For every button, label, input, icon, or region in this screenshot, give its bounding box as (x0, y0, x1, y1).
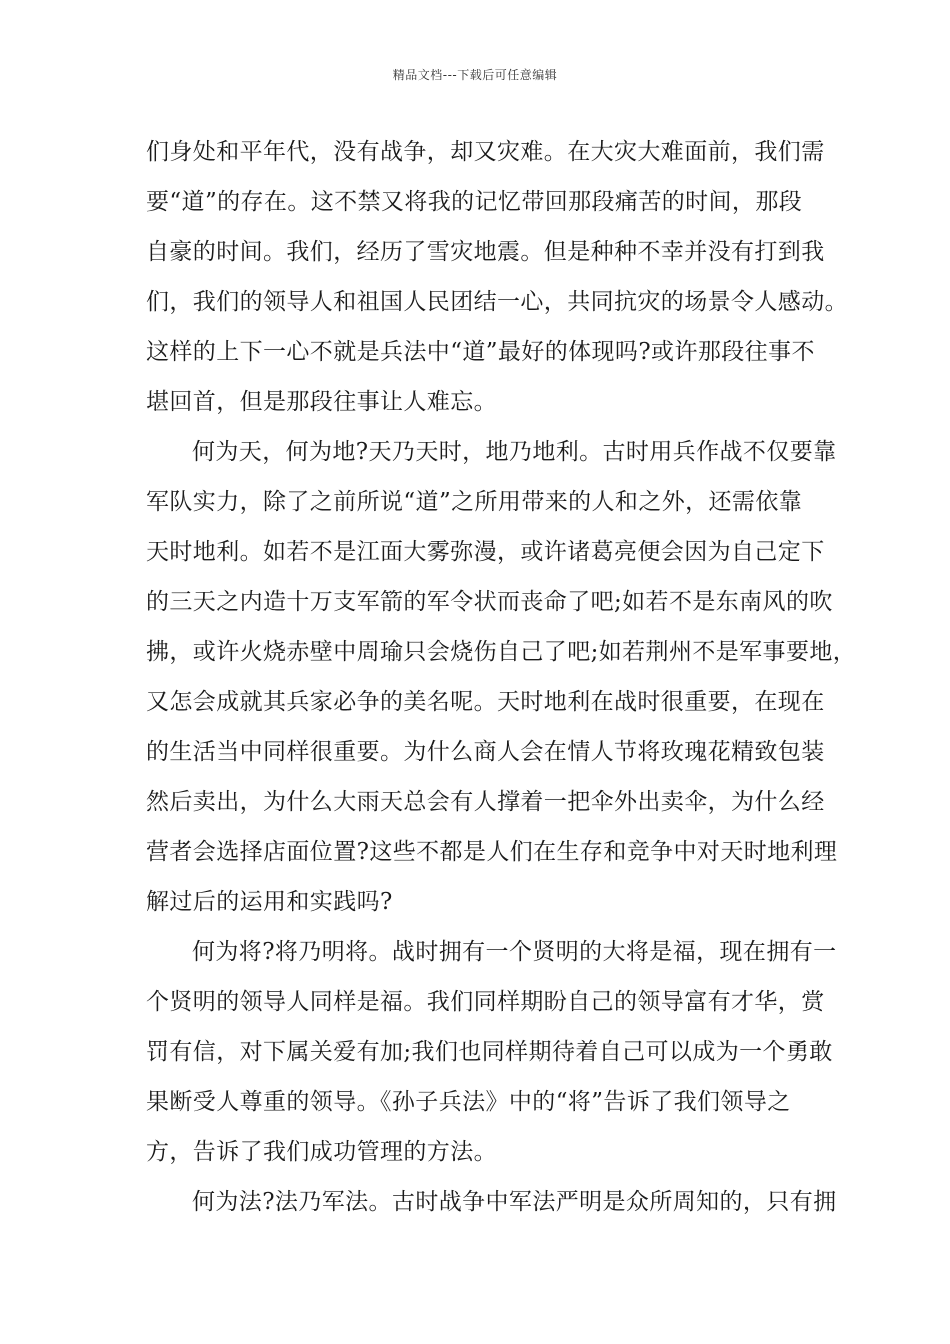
text-line: 罚有信，对下属关爱有加;我们也同样期待着自己可以成为一个勇敢 (146, 1039, 833, 1065)
text-line: 们身处和平年代，没有战争，却又灾难。在大灾大难面前，我们需 (146, 139, 825, 165)
text-line: 方，告诉了我们成功管理的方法。 (146, 1139, 497, 1165)
body-text (146, 131, 857, 1231)
paragraph (146, 1181, 837, 1231)
text-line: 解过后的运用和实践吗? (146, 889, 393, 915)
text-line: 要“道”的存在。这不禁又将我的记忆带回那段痛苦的时间，那段 (146, 189, 803, 215)
paragraph (146, 931, 837, 1181)
text-line: 何为法?法乃军法。古时战争中军法严明是众所周知的，只有拥 (192, 1189, 837, 1215)
text-line: 果断受人尊重的领导。《孙子兵法》中的“将”告诉了我们领导之 (146, 1089, 791, 1115)
text-line: 堪回首，但是那段往事让人难忘。 (146, 389, 497, 415)
text-line: 然后卖出，为什么大雨天总会有人撑着一把伞外出卖伞，为什么经 (146, 789, 825, 815)
paragraph (146, 431, 857, 931)
text-line: 又怎会成就其兵家必争的美名呢。天时地利在战时很重要，在现在 (146, 689, 825, 715)
text-line: 天时地利。如若不是江面大雾弥漫，或许诸葛亮便会因为自己定下 (146, 539, 825, 565)
text-line: 的生活当中同样很重要。为什么商人会在情人节将玫瑰花精致包装 (146, 739, 825, 765)
text-line: 自豪的时间。我们，经历了雪灾地震。但是种种不幸并没有打到我 (146, 239, 825, 265)
text-line: 拂，或许火烧赤壁中周瑜只会烧伤自己了吧;如若荆州不是军事要地， (146, 639, 857, 665)
text-line: 何为将?将乃明将。战时拥有一个贤明的大将是福，现在拥有一 (192, 939, 837, 965)
text-line: 个贤明的领导人同样是福。我们同样期盼自己的领导富有才华，赏 (146, 989, 825, 1015)
paragraph (146, 131, 848, 431)
text-line: 营者会选择店面位置?这些不都是人们在生存和竞争中对天时地利理 (146, 839, 838, 865)
page-header: 精品文档---下载后可任意编辑 (392, 68, 558, 82)
text-line: 的三天之内造十万支军箭的军令状而丧命了吧;如若不是东南风的吹 (146, 589, 833, 615)
text-line: 这样的上下一心不就是兵法中“道”最好的体现吗?或许那段往事不 (146, 339, 815, 365)
text-line: 何为天，何为地?天乃天时，地乃地利。古时用兵作战不仅要靠 (192, 439, 837, 465)
text-line: 们，我们的领导人和祖国人民团结一心，共同抗灾的场景令人感动。 (146, 289, 848, 315)
text-line: 军队实力，除了之前所说“道”之所用带来的人和之外，还需依靠 (146, 489, 803, 515)
